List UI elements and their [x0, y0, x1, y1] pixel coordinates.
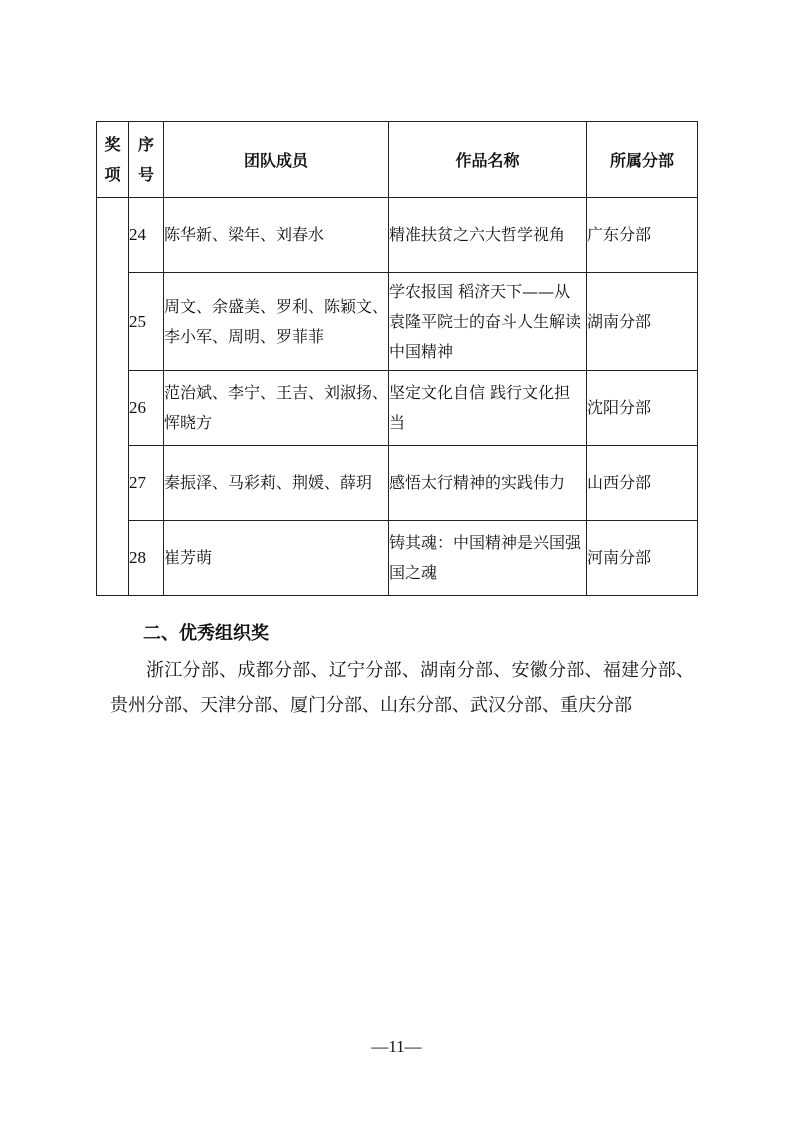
row-dept: 湖南分部	[587, 273, 698, 371]
row-work: 铸其魂：中国精神是兴国强国之魂	[389, 521, 587, 596]
row-members: 崔芳萌	[164, 521, 389, 596]
row-seq: 24	[129, 198, 164, 273]
row-work: 坚定文化自信 践行文化担当	[389, 371, 587, 446]
header-dept: 所属分部	[587, 122, 698, 198]
header-award	[97, 122, 129, 198]
table-row	[97, 521, 698, 596]
header-award-line1: 奖	[104, 134, 121, 154]
row-dept: 河南分部	[587, 521, 698, 596]
section-title: 二、优秀组织奖	[143, 623, 269, 644]
table-header-row	[97, 122, 698, 198]
header-seq	[129, 122, 164, 198]
page-number: —11—	[371, 1037, 422, 1056]
row-members: 秦振泽、马彩莉、荆媛、薛玥	[164, 446, 389, 521]
table-row	[97, 273, 698, 371]
row-seq: 27	[129, 446, 164, 521]
award-table	[96, 121, 698, 596]
row-members: 范治斌、李宁、王吉、刘淑扬、恽晓方	[164, 371, 389, 446]
table-row	[97, 198, 698, 273]
award-cell	[97, 198, 129, 596]
row-members: 周文、余盛美、罗利、陈颖文、李小军、周明、罗菲菲	[164, 273, 389, 371]
row-members: 陈华新、梁年、刘春水	[164, 198, 389, 273]
row-seq: 28	[129, 521, 164, 596]
row-dept: 山西分部	[587, 446, 698, 521]
table-row	[97, 446, 698, 521]
table-row	[97, 371, 698, 446]
header-seq-line1: 序	[137, 134, 154, 154]
row-dept: 广东分部	[587, 198, 698, 273]
row-work: 学农报国 稻济天下——从袁隆平院士的奋斗人生解读中国精神	[389, 273, 587, 371]
row-seq: 25	[129, 273, 164, 371]
header-members: 团队成员	[164, 122, 389, 198]
section-body: 浙江分部、成都分部、辽宁分部、湖南分部、安徽分部、福建分部、贵州分部、天津分部、厦门分部、山东分部、武汉分部、重庆分部	[110, 660, 694, 716]
row-work: 感悟太行精神的实践伟力	[389, 446, 587, 521]
header-award-line2: 项	[104, 164, 121, 184]
row-dept: 沈阳分部	[587, 371, 698, 446]
header-work: 作品名称	[389, 122, 587, 198]
row-seq: 26	[129, 371, 164, 446]
header-seq-line2: 号	[137, 164, 154, 184]
row-work: 精准扶贫之六大哲学视角	[389, 198, 587, 273]
